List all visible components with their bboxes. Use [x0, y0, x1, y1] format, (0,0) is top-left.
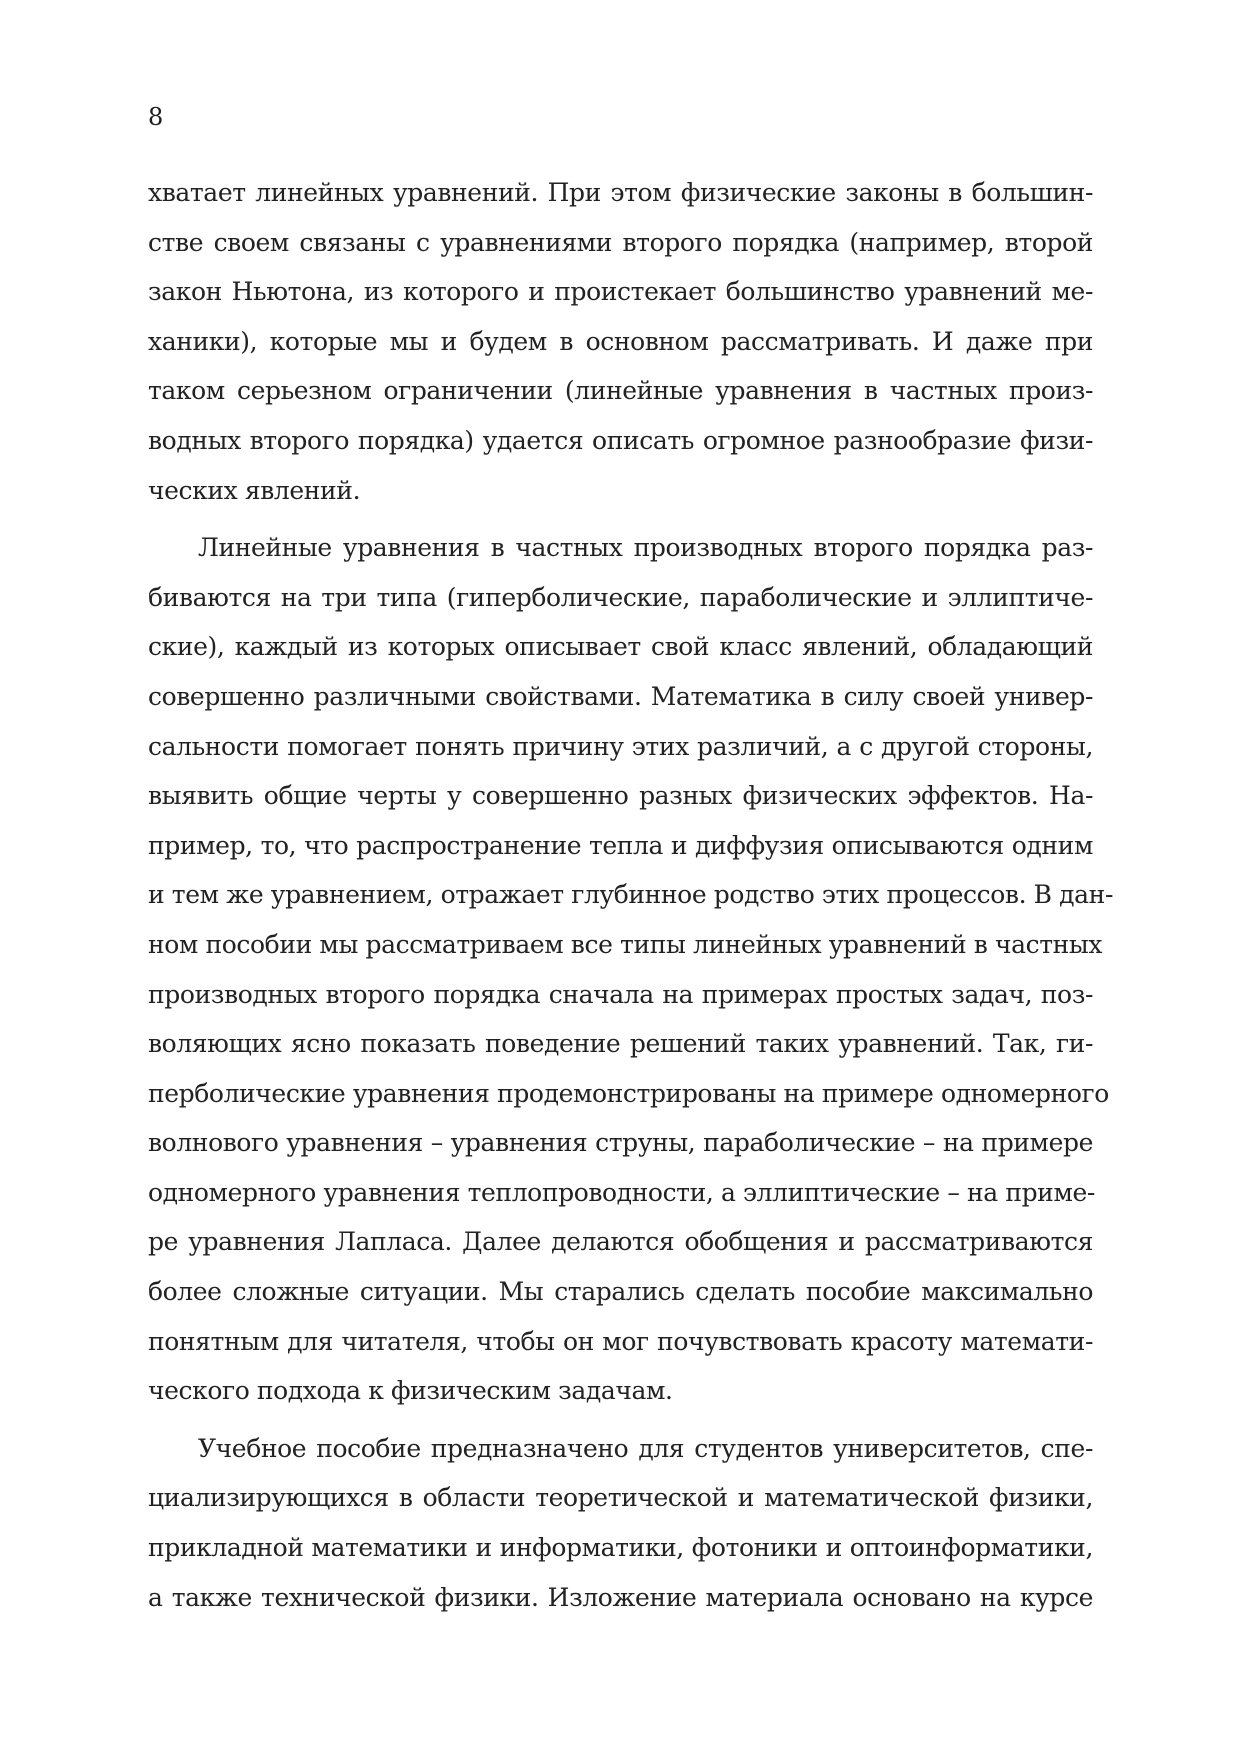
- text-line: совершенно различными свойствами. Математика в силу своей универ-: [148, 681, 1093, 711]
- paragraph-gap: [148, 1416, 1093, 1424]
- paragraph: [148, 1424, 1093, 1622]
- text-line: перболические уравнения продемонстрированы на примере одномерного: [148, 1078, 1109, 1108]
- text-line: волнового уравнения – уравнения струны, параболические – на примере: [148, 1128, 1093, 1158]
- text-line: более сложные ситуации. Мы старались сделать пособие максимально: [148, 1277, 1093, 1307]
- text-line: сальности помогает понять причину этих различий, а с другой стороны,: [148, 731, 1093, 761]
- text-line: ханики), которые мы и будем в основном рассматривать. И даже при: [148, 326, 1093, 356]
- text-line: прикладной математики и информатики, фотоники и оптоинформатики,: [148, 1533, 1093, 1563]
- text-line: ном пособии мы рассматриваем все типы линейных уравнений в частных: [148, 929, 1103, 959]
- text-line: хватает линейных уравнений. При этом физические законы в большин-: [148, 178, 1093, 207]
- text-line: выявить общие черты у совершенно разных физических эффектов. На-: [148, 781, 1093, 811]
- text-line: ре уравнения Лапласа. Далее делаются обобщения и рассматриваются: [148, 1227, 1093, 1257]
- text-line: Учебное пособие предназначено для студентов университетов, спе-: [198, 1433, 1093, 1463]
- text-line: воляющих ясно показать поведение решений таких уравнений. Так, ги-: [148, 1029, 1093, 1059]
- text-line: Линейные уравнения в частных производных второго порядка раз-: [198, 533, 1093, 563]
- text-line: ческого подхода к физическим задачам.: [148, 1376, 673, 1406]
- text-line: одномерного уравнения теплопроводности, а эллиптические – на приме-: [148, 1177, 1095, 1207]
- text-line: водных второго порядка) удается описать огромное разнообразие физи-: [148, 425, 1093, 455]
- text-line: закон Ньютона, из которого и проистекает большинство уравнений ме-: [148, 277, 1093, 307]
- page-number: 8: [148, 103, 164, 131]
- text-line: пример, то, что распространение тепла и диффузия описываются одним: [148, 830, 1093, 860]
- body-text: [148, 168, 1113, 1622]
- text-line: циализирующихся в области теоретической и математической физики,: [148, 1483, 1093, 1513]
- text-line: ские), каждый из которых описывает свой класс явлений, обладающий: [148, 632, 1093, 662]
- text-line: биваются на три типа (гиперболические, параболические и эллиптиче-: [148, 582, 1093, 612]
- text-line: а также технической физики. Изложение материала основано на курсе: [148, 1582, 1093, 1612]
- paragraph: [148, 523, 1113, 1416]
- paragraph: [148, 168, 1093, 515]
- text-line: стве своем связаны с уравнениями второго порядка (например, второй: [148, 227, 1093, 257]
- text-line: таком серьезном ограничении (линейные уравнения в частных произ-: [148, 376, 1093, 406]
- text-line: ческих явлений.: [148, 475, 361, 505]
- text-line: производных второго порядка сначала на примерах простых задач, поз-: [148, 979, 1093, 1009]
- text-line: понятным для читателя, чтобы он мог почувствовать красоту математи-: [148, 1326, 1093, 1356]
- text-line: и тем же уравнением, отражает глубинное родство этих процессов. В дан-: [148, 880, 1113, 910]
- paragraph-gap: [148, 515, 1093, 523]
